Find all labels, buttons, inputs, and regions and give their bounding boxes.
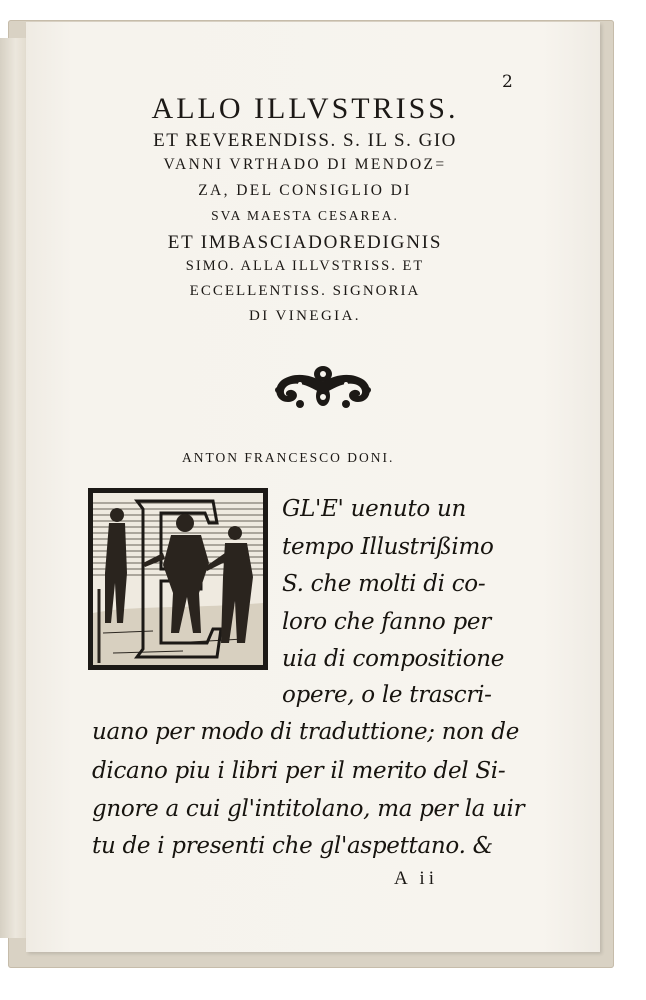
title-line-2: ET REVERENDISS. S. IL S. GIO <box>153 130 457 151</box>
body-line-7: uano per modo di traduttione; non de <box>92 719 520 745</box>
body-line-5: uia di compositione <box>282 646 505 672</box>
fleuron-ornament-icon <box>270 364 376 410</box>
page-number: 2 <box>502 72 513 92</box>
author-line: ANTON FRANCESCO DONI. <box>182 450 395 465</box>
title-line-6: ET IMBASCIADOREDIGNIS <box>167 232 443 253</box>
title-line-7: SIMO. ALLA ILLVSTRISS. ET <box>185 258 425 274</box>
body-line-4: loro che fanno per <box>282 609 491 635</box>
body-line-6: opere, o le trascri- <box>282 682 492 708</box>
title-line-9: DI VINEGIA. <box>249 308 361 324</box>
title-line-1: ALLO ILLVSTRISS. <box>151 92 459 125</box>
title-line-8: ECCELLENTISS. SIGNORIA <box>189 283 421 299</box>
body-line-8: dicano piu i libri per il merito del Si- <box>92 758 506 784</box>
body-line-2: tempo Illustrißimo <box>282 534 494 560</box>
facing-page-edge <box>0 38 26 938</box>
woodcut-initial-e-icon <box>93 493 263 665</box>
body-line-10: tu de i presenti che gl'aspettano. & <box>92 833 493 859</box>
title-line-5: SVA MAESTA CESAREA. <box>211 208 399 223</box>
title-line-4: ZA, DEL CONSIGLIO DI <box>198 182 412 199</box>
body-line-3: S. che molti di co- <box>282 571 486 597</box>
title-line-3: VANNI VRTHADO DI MENDOZ= <box>163 156 447 173</box>
historiated-initial <box>88 488 268 670</box>
body-line-9: gnore a cui gl'intitolano, ma per la uir <box>92 796 525 822</box>
body-line-1: GL'E' uenuto un <box>282 496 466 522</box>
signature-mark: A ii <box>394 868 438 889</box>
